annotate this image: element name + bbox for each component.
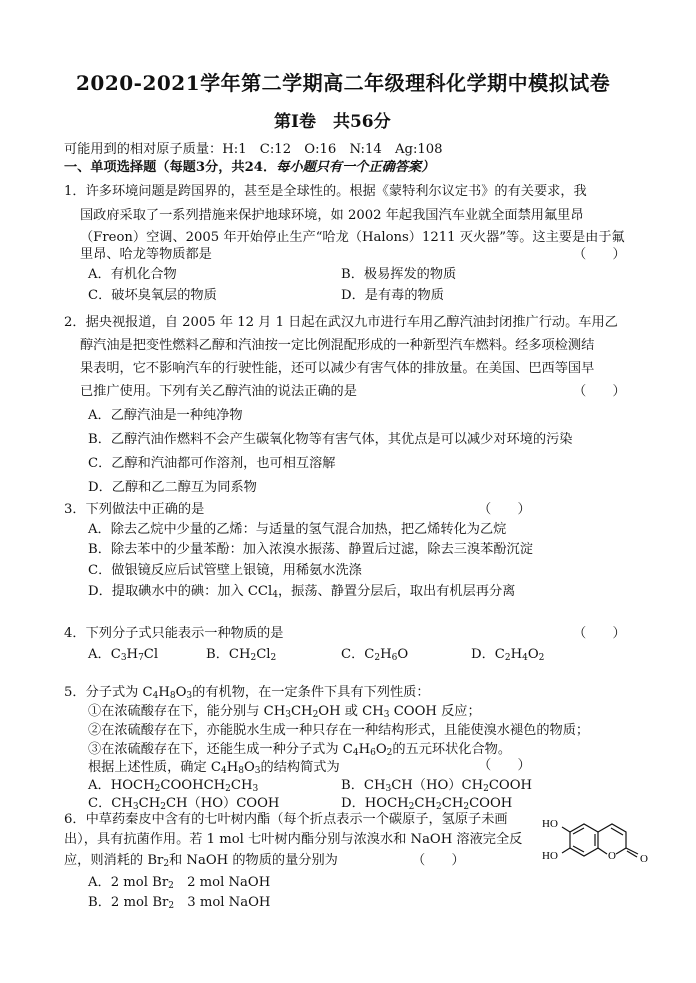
s: 4 xyxy=(352,748,359,758)
struct-label-ho-2: HO xyxy=(542,850,558,862)
q4-option-b xyxy=(206,645,276,665)
t: COOH xyxy=(488,778,533,793)
lactone-ring-o-bond xyxy=(598,848,607,854)
s: 2 xyxy=(538,653,545,663)
s: 3 xyxy=(285,710,291,720)
s: 2 xyxy=(168,901,175,911)
q1-option-c: C．破坏臭氧层的物质 xyxy=(88,288,217,303)
q1-option-a: A．有机化合物 xyxy=(88,267,177,282)
t: CH（HO）COOH xyxy=(165,796,280,811)
q2-line-2: 醇汽油是把变性燃料乙醇和汽油按一定比例混配形成的一种新型汽车燃料。经多项检测结 xyxy=(80,338,595,353)
s: 4 xyxy=(220,766,227,776)
t: O xyxy=(175,685,187,700)
t: 根据上述性质，确定 C xyxy=(88,760,221,775)
page-title: 2020-2021学年第二学期高二年级理科化学期中模拟试卷 xyxy=(76,71,611,95)
s: 2 xyxy=(160,802,166,812)
t: A．HOCH xyxy=(88,778,155,793)
q2-option-d: D．乙醇和乙二醇互为同系物 xyxy=(88,480,257,495)
t: O xyxy=(243,760,255,775)
t: Cl xyxy=(256,647,271,662)
t: A．2 mol Br xyxy=(88,875,169,890)
t: C．C xyxy=(341,647,375,662)
t: B．CH xyxy=(341,778,386,793)
s: 3 xyxy=(385,784,392,794)
q6-line-3 xyxy=(64,851,338,871)
q1-option-b: B．极易挥发的物质 xyxy=(341,267,457,282)
oh-bond-2 xyxy=(562,848,570,853)
t: H xyxy=(510,647,523,662)
s: 6 xyxy=(391,653,398,663)
q2-answer-blank: （ ） xyxy=(573,384,626,399)
s: 2 xyxy=(408,802,415,812)
q3-d-pre: D．提取碘水中的碘：加入 CCl xyxy=(88,584,273,599)
t: 5．分子式为 C xyxy=(64,685,153,700)
q1-line-3: （Freon）空调、2005 年开始停止生产“哈龙（Halons）1211 灭火器”等。这主要是由于氟 xyxy=(80,230,625,245)
s: 2 xyxy=(374,653,381,663)
s: 2 xyxy=(386,748,393,758)
q5-property-3 xyxy=(88,740,511,760)
t: CH xyxy=(290,704,313,719)
oh-bond-1 xyxy=(562,827,570,832)
q1-option-d: D．是有毒的物质 xyxy=(341,288,444,303)
s: 3 xyxy=(132,802,139,812)
q4-option-d xyxy=(471,645,544,665)
t: CH（HO）CH xyxy=(391,778,484,793)
s: 2 xyxy=(463,802,470,812)
t: C．CH xyxy=(88,796,133,811)
t: 2 mol NaOH xyxy=(173,875,271,890)
t: H xyxy=(380,647,392,662)
s: 2 xyxy=(436,802,442,812)
page-subtitle: 第Ⅰ卷 共56分 xyxy=(274,112,391,132)
s: 2 xyxy=(312,710,319,720)
t: D．C xyxy=(471,647,505,662)
section-heading xyxy=(64,158,434,178)
q3-option-d xyxy=(88,582,515,602)
t: ①在浓硫酸存在下，能分别与 CH xyxy=(88,704,286,719)
t: Cl xyxy=(143,647,159,662)
s: 2 xyxy=(270,653,277,663)
s: 2 xyxy=(225,784,231,794)
t: CH xyxy=(441,796,464,811)
s: 7 xyxy=(138,653,144,663)
s: 3 xyxy=(186,691,193,701)
q5-option-a xyxy=(88,776,258,796)
q6-option-a xyxy=(88,873,270,893)
q1-line-1: 1．许多环境问题是跨国界的，甚至是全球性的。根据《蒙特利尔议定书》的有关要求，我 xyxy=(64,184,587,199)
q6-line-2: 出），具有抗菌作用。若 1 mol 七叶树内酯分别与浓溴水和 NaOH 溶液完全反 xyxy=(64,832,523,847)
s: 3 xyxy=(254,766,261,776)
t: ③在浓硫酸存在下，还能生成一种分子式为 C xyxy=(88,742,353,757)
t: H xyxy=(126,647,139,662)
q2-option-a: A．乙醇汽油是一种纯净物 xyxy=(88,408,243,423)
q4-option-c xyxy=(341,645,408,665)
s: 6 xyxy=(370,748,376,758)
q3-answer-blank: （ ） xyxy=(478,502,531,517)
s: 2 xyxy=(504,653,511,663)
benzene-ring xyxy=(570,824,598,856)
t: H xyxy=(226,760,239,775)
t: OH 或 CH xyxy=(318,704,384,719)
t: O xyxy=(527,647,539,662)
t: COOH 反应； xyxy=(389,704,481,719)
q6-line-1: 6．中草药秦皮中含有的七叶树内酯（每个折点表示一个碳原子，氢原子未画 xyxy=(64,812,508,827)
q5-option-b xyxy=(341,776,532,796)
q2-line-1: 2．据央视报道，自 2005 年 12 月 1 日起在武汉九市进行车用乙醇汽油封闭推广行动。车用乙 xyxy=(64,315,618,330)
s: 2 xyxy=(250,653,257,663)
section-note: 每小题只有一个正确答案） xyxy=(276,160,435,175)
struct-label-ring-o: O xyxy=(608,850,616,862)
q5-property-2: ②在浓硫酸存在下，亦能脱水生成一种只存在一种结构形式，且能使溴水褪色的物质； xyxy=(88,723,590,738)
s: 2 xyxy=(483,784,489,794)
t: COOHCH xyxy=(160,778,226,793)
q2-option-c: C．乙醇和汽油都可作溶剂，也可相互溶解 xyxy=(88,456,336,471)
t: CH xyxy=(414,796,436,811)
t: 的有机物，在一定条件下具有下列性质： xyxy=(192,685,430,700)
t: H xyxy=(158,685,170,700)
q5-answer-blank: （ ） xyxy=(478,758,531,773)
t: CH xyxy=(138,796,161,811)
q3-option-c: C．做银镜反应后试管壁上银镜，用稀氨水洗涤 xyxy=(88,563,362,578)
t: D．HOCH xyxy=(341,796,409,811)
struct-label-carbonyl-o: O xyxy=(640,853,648,865)
q3-option-b: B．除去苯中的少量苯酚：加入浓溴水振荡、静置后过滤，除去三溴苯酚沉淀 xyxy=(88,542,533,557)
s: 2 xyxy=(168,881,174,891)
t: COOH xyxy=(469,796,513,811)
t: CH xyxy=(230,778,253,793)
t: B．CH xyxy=(206,647,251,662)
q4-option-a xyxy=(88,645,158,665)
q5-property-4 xyxy=(88,758,340,778)
struct-label-ho-1: HO xyxy=(542,818,558,830)
s: 8 xyxy=(238,766,244,776)
t: O xyxy=(397,647,409,662)
t: 的结构简式为 xyxy=(260,760,340,775)
t: A．C xyxy=(88,647,121,662)
s: 3 xyxy=(120,653,127,663)
t: O xyxy=(375,742,387,757)
esculetin-structure xyxy=(540,812,660,874)
q6-answer-blank: （ ） xyxy=(412,853,465,868)
q4-line-1: 4．下列分子式只能表示一种物质的是 xyxy=(64,626,284,641)
s: 8 xyxy=(169,691,176,701)
s: 2 xyxy=(163,859,170,869)
q6-option-b xyxy=(88,893,270,913)
q2-line-4: 已推广使用。下列有关乙醇汽油的说法正确的是 xyxy=(80,384,357,399)
q5-line-1 xyxy=(64,683,430,703)
s: 3 xyxy=(383,710,390,720)
s: 2 xyxy=(154,784,161,794)
q3-d-sub: 4 xyxy=(272,590,278,600)
q2-line-3: 果表明，它不影响汽车的行驶性能，还可以减少有害气体的排放量。在美国、巴西等国早 xyxy=(80,361,595,376)
q1-line-2: 国政府采取了一系列措施来保护地球环境，如 2002 年起我国汽车业就全面禁用氟里昂 xyxy=(80,208,584,223)
t: 应，则消耗的 Br xyxy=(64,853,164,868)
t: 和 NaOH 的物质的量分别为 xyxy=(169,853,338,868)
t: 的五元环状化合物。 xyxy=(392,742,512,757)
q1-answer-blank: （ ） xyxy=(573,247,626,262)
q4-answer-blank: （ ） xyxy=(573,626,626,641)
q3-line-1: 3．下列做法中正确的是 xyxy=(64,502,205,517)
q2-option-b: B．乙醇汽油作燃料不会产生碳氧化物等有害气体，其优点是可以减少对环境的污染 xyxy=(88,432,573,447)
q5-property-1 xyxy=(88,702,481,722)
t: 3 mol NaOH xyxy=(174,895,271,910)
s: 3 xyxy=(252,784,259,794)
t: B．2 mol Br xyxy=(88,895,169,910)
t: H xyxy=(358,742,371,757)
s: 4 xyxy=(152,691,159,701)
carbonyl-double xyxy=(627,851,637,857)
q1-line-4: 里昂、哈龙等物质都是 xyxy=(80,247,212,262)
atomic-masses: 可能用到的相对原子质量：H:1 C:12 O:16 N:14 Ag:108 xyxy=(64,142,443,157)
section-heading-text: 一、单项选择题（每题3分，共24． xyxy=(64,160,277,175)
s: 4 xyxy=(522,653,528,663)
q3-option-a: A．除去乙烷中少量的乙烯：与适量的氢气混合加热，把乙烯转化为乙烷 xyxy=(88,522,507,537)
q3-d-post: ，振荡、静置分层后，取出有机层再分离 xyxy=(277,584,516,599)
